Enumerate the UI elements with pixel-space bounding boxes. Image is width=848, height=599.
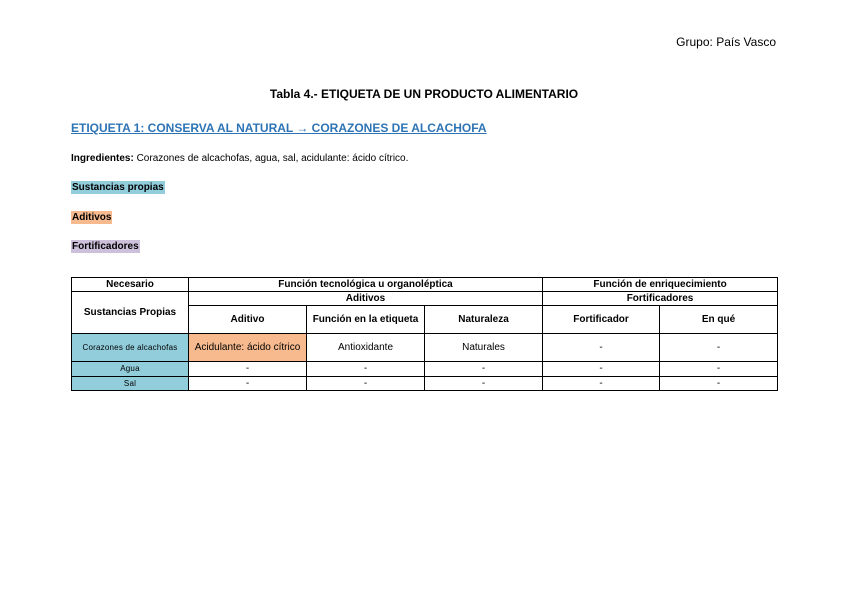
header-aditivo: Aditivo — [189, 306, 307, 334]
legend-aditivos: Aditivos — [72, 212, 112, 223]
header-aditivos: Aditivos — [189, 292, 543, 306]
table-header-row-2 — [72, 292, 778, 306]
table-row — [72, 334, 778, 362]
legend-sustancias-propias: Sustancias propias — [72, 182, 164, 193]
cell-en-que: - — [660, 362, 778, 377]
cell-sustancia: Corazones de alcachofas — [72, 334, 189, 362]
table-title: Tabla 4.- ETIQUETA DE UN PRODUCTO ALIMENTARIO — [269, 87, 579, 101]
cell-naturaleza: - — [425, 362, 543, 377]
ingredients-line — [71, 153, 408, 164]
cell-funcion: - — [307, 377, 425, 391]
table-header-row-1 — [72, 278, 778, 292]
cell-funcion: Antioxidante — [307, 334, 425, 362]
group-label: Grupo: País Vasco — [676, 35, 776, 49]
header-funcion-enriquecimiento: Función de enriquecimiento — [543, 278, 778, 292]
label-table — [71, 277, 778, 391]
ingredients-text: Corazones de alcachofas, agua, sal, acidulante: ácido cítrico. — [133, 153, 409, 164]
header-naturaleza: Naturaleza — [425, 306, 543, 334]
cell-fortificador: - — [543, 362, 660, 377]
cell-naturaleza: Naturales — [425, 334, 543, 362]
ingredients-label: Ingredientes: — [71, 153, 134, 164]
header-fortificador: Fortificador — [543, 306, 660, 334]
cell-aditivo: Acidulante: ácido cítrico — [189, 334, 307, 362]
cell-en-que: - — [660, 334, 778, 362]
header-sustancias-propias: Sustancias Propias — [72, 292, 189, 334]
cell-sustancia: Sal — [72, 377, 189, 391]
cell-naturaleza: - — [425, 377, 543, 391]
header-en-que: En qué — [660, 306, 778, 334]
cell-aditivo: - — [189, 362, 307, 377]
cell-aditivo: - — [189, 377, 307, 391]
legend-fortificadores: Fortificadores — [72, 241, 139, 252]
header-funcion-tecnologica: Función tecnológica u organoléptica — [189, 278, 543, 292]
table-row — [72, 362, 778, 377]
table-row — [72, 377, 778, 391]
cell-fortificador: - — [543, 377, 660, 391]
label-heading: ETIQUETA 1: CONSERVA AL NATURAL → CORAZONES DE ALCACHOFA — [71, 121, 487, 135]
cell-sustancia: Agua — [72, 362, 189, 377]
cell-en-que: - — [660, 377, 778, 391]
header-fortificadores: Fortificadores — [543, 292, 778, 306]
header-funcion-etiqueta: Función en la etiqueta — [307, 306, 425, 334]
header-necesario: Necesario — [72, 278, 189, 292]
cell-funcion: - — [307, 362, 425, 377]
cell-fortificador: - — [543, 334, 660, 362]
